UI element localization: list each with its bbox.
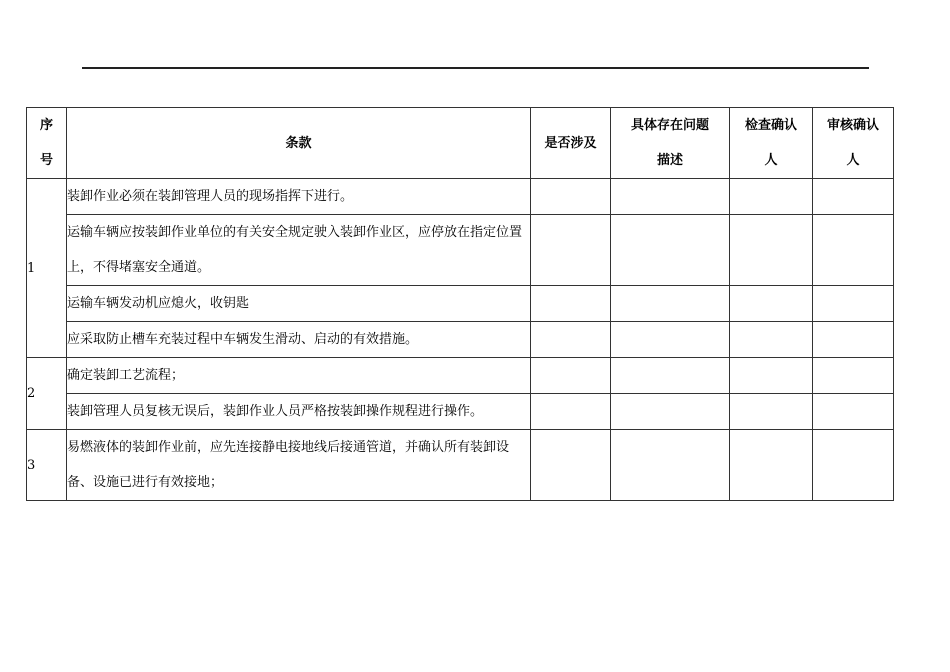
involved-cell[interactable] <box>531 179 611 215</box>
safety-checklist-table <box>26 107 894 501</box>
table-row <box>27 286 894 322</box>
reviewer-cell[interactable] <box>813 179 894 215</box>
problem-cell[interactable] <box>611 179 730 215</box>
header-reviewer: 审核确认 人 <box>813 108 894 179</box>
involved-cell[interactable] <box>531 286 611 322</box>
involved-cell[interactable] <box>531 430 611 501</box>
checker-cell[interactable] <box>730 215 813 286</box>
involved-cell[interactable] <box>531 358 611 394</box>
clause-text: 运输车辆发动机应熄火，收钥匙 <box>67 286 531 322</box>
table-row <box>27 322 894 358</box>
reviewer-cell[interactable] <box>813 215 894 286</box>
header-problem: 具体存在问题 描述 <box>611 108 730 179</box>
table-row <box>27 215 894 286</box>
clause-text: 运输车辆应按装卸作业单位的有关安全规定驶入装卸作业区，应停放在指定位置上，不得堵塞安全通道。 <box>67 215 531 286</box>
row-seq: 1 <box>27 179 67 358</box>
reviewer-cell[interactable] <box>813 322 894 358</box>
checker-cell[interactable] <box>730 322 813 358</box>
checker-cell[interactable] <box>730 430 813 501</box>
row-seq: 2 <box>27 358 67 430</box>
checker-cell[interactable] <box>730 394 813 430</box>
header-involved: 是否涉及 <box>531 108 611 179</box>
reviewer-cell[interactable] <box>813 394 894 430</box>
clause-text: 应采取防止槽车充装过程中车辆发生滑动、启动的有效措施。 <box>67 322 531 358</box>
problem-cell[interactable] <box>611 358 730 394</box>
checker-cell[interactable] <box>730 358 813 394</box>
header-clause: 条款 <box>67 108 531 179</box>
checker-cell[interactable] <box>730 286 813 322</box>
problem-cell[interactable] <box>611 215 730 286</box>
table-row <box>27 179 894 215</box>
checker-cell[interactable] <box>730 179 813 215</box>
reviewer-cell[interactable] <box>813 430 894 501</box>
clause-text: 确定装卸工艺流程； <box>67 358 531 394</box>
clause-text: 装卸管理人员复核无误后，装卸作业人员严格按装卸操作规程进行操作。 <box>67 394 531 430</box>
involved-cell[interactable] <box>531 215 611 286</box>
problem-cell[interactable] <box>611 286 730 322</box>
involved-cell[interactable] <box>531 394 611 430</box>
clause-text: 装卸作业必须在装卸管理人员的现场指挥下进行。 <box>67 179 531 215</box>
header-seq: 序 号 <box>27 108 67 179</box>
involved-cell[interactable] <box>531 322 611 358</box>
table-header-row <box>27 108 894 179</box>
problem-cell[interactable] <box>611 430 730 501</box>
table-row <box>27 358 894 394</box>
table-row <box>27 430 894 501</box>
table-row <box>27 394 894 430</box>
reviewer-cell[interactable] <box>813 358 894 394</box>
header-rule <box>82 67 869 69</box>
problem-cell[interactable] <box>611 394 730 430</box>
row-seq: 3 <box>27 430 67 501</box>
problem-cell[interactable] <box>611 322 730 358</box>
header-checker: 检查确认 人 <box>730 108 813 179</box>
clause-text: 易燃液体的装卸作业前，应先连接静电接地线后接通管道，并确认所有装卸设备、设施已进行有效接地； <box>67 430 531 501</box>
reviewer-cell[interactable] <box>813 286 894 322</box>
